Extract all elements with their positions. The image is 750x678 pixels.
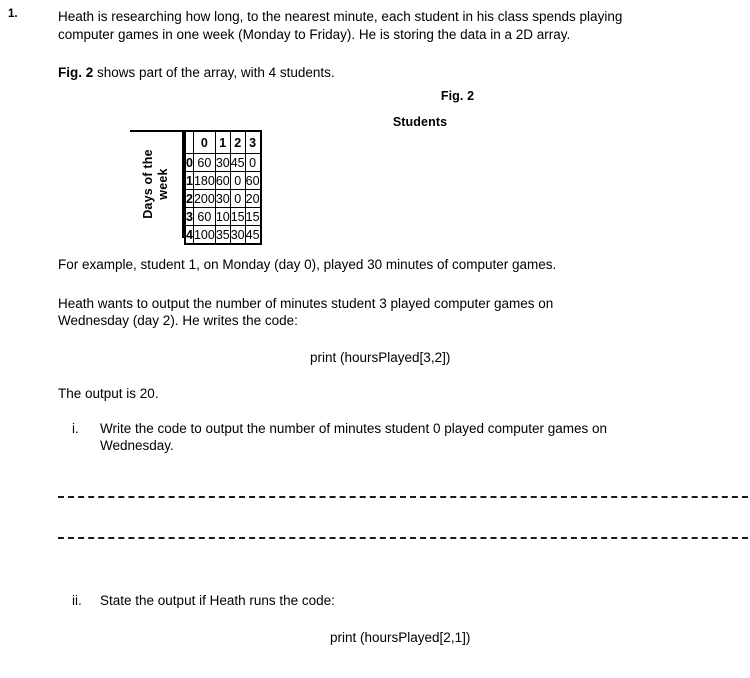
row-header-2: 2 (186, 191, 193, 206)
cell-r0-c2: 45 (230, 155, 245, 170)
answer-line-2[interactable] (58, 537, 750, 539)
output-statement: The output is 20. (58, 386, 159, 401)
table-corner-cell (185, 131, 193, 154)
figure-intro-paragraph (58, 64, 734, 82)
part-i-text (100, 420, 736, 455)
cell-r2-c1: 30 (215, 191, 230, 206)
figure-captions (0, 88, 750, 131)
row-header-3: 3 (186, 209, 193, 224)
cell-r3-c1: 10 (215, 209, 230, 224)
row-header-0: 0 (186, 155, 193, 170)
code-snippet-1: print (hoursPlayed[3,2]) (310, 349, 451, 365)
cell-r2-c2: 0 (230, 190, 245, 208)
part-i-line-2: Wednesday. (100, 438, 174, 453)
cell-r1-c0: 180 (193, 173, 215, 188)
part-i-line-1: Write the code to output the number of minutes student 0 played computer games on (100, 420, 608, 436)
row-axis-label-line-1: Days of the (141, 149, 155, 219)
figure-intro-rest: shows part of the array, with 4 students. (93, 65, 335, 80)
part-i (58, 420, 734, 455)
part-i-marker: i. (72, 420, 79, 436)
cell-r4-c2: 30 (230, 226, 245, 245)
row-axis-label-line-2: week (156, 168, 170, 200)
question-number: 1. (8, 8, 18, 20)
answer-line-1[interactable] (58, 496, 750, 498)
wants-paragraph (58, 295, 734, 330)
cell-r4-c1: 35 (215, 226, 230, 245)
cell-r0-c1: 30 (215, 155, 230, 170)
cell-r1-c2: 0 (230, 172, 245, 190)
cell-r4-c3: 45 (245, 226, 260, 245)
cell-r3-c2: 15 (230, 209, 245, 224)
row-header-4: 4 (185, 226, 193, 245)
table-row (185, 190, 261, 208)
figure-column-axis-label: Students (392, 115, 448, 129)
table-row (185, 172, 261, 190)
wants-line-2: Wednesday (day 2). He writes the code: (58, 313, 298, 328)
code-snippet-2: print (hoursPlayed[2,1]) (330, 629, 471, 645)
table-row (185, 154, 261, 172)
cell-r1-c1: 60 (215, 173, 230, 188)
question-body-lower (58, 256, 734, 455)
row-header-1: 1 (186, 173, 193, 188)
column-header-0: 0 (193, 131, 215, 154)
cell-r4-c0: 100 (193, 226, 215, 245)
table-row (185, 208, 261, 226)
cell-r3-c3: 15 (245, 209, 260, 224)
part-ii (58, 592, 734, 610)
figure-title: Fig. 2 (440, 89, 475, 103)
cell-r1-c3: 60 (245, 173, 260, 188)
row-axis-label-box (130, 130, 184, 238)
part-ii-text: State the output if Heath runs the code: (100, 593, 335, 608)
intro-line-2: computer games in one week (Monday to Friday). He is storing the data in a 2D array. (58, 26, 571, 42)
wants-line-1: Heath wants to output the number of minutes student 3 played computer games on (58, 295, 554, 311)
figure-row-axis-label (130, 130, 182, 238)
cell-r0-c0: 60 (193, 154, 215, 172)
example-paragraph: For example, student 1, on Monday (day 0), played 30 minutes of computer games. (58, 257, 557, 272)
table-row (185, 226, 261, 245)
question-body-part-ii (58, 592, 734, 646)
intro-paragraph (58, 8, 720, 43)
array-data-table (184, 130, 262, 245)
cell-r2-c0: 200 (193, 191, 215, 206)
column-header-2: 2 (230, 131, 245, 154)
figure-intro-bold: Fig. 2 (58, 65, 94, 80)
question-body (58, 8, 734, 82)
part-ii-marker: ii. (72, 593, 82, 608)
cell-r0-c3: 0 (245, 154, 260, 172)
cell-r2-c3: 20 (245, 191, 260, 206)
column-header-3: 3 (245, 131, 260, 154)
column-header-1: 1 (215, 131, 230, 154)
intro-line-1: Heath is researching how long, to the nearest minute, each student in his class spends playing (58, 9, 623, 24)
table-header-row (185, 131, 261, 154)
cell-r3-c0: 60 (193, 208, 215, 226)
